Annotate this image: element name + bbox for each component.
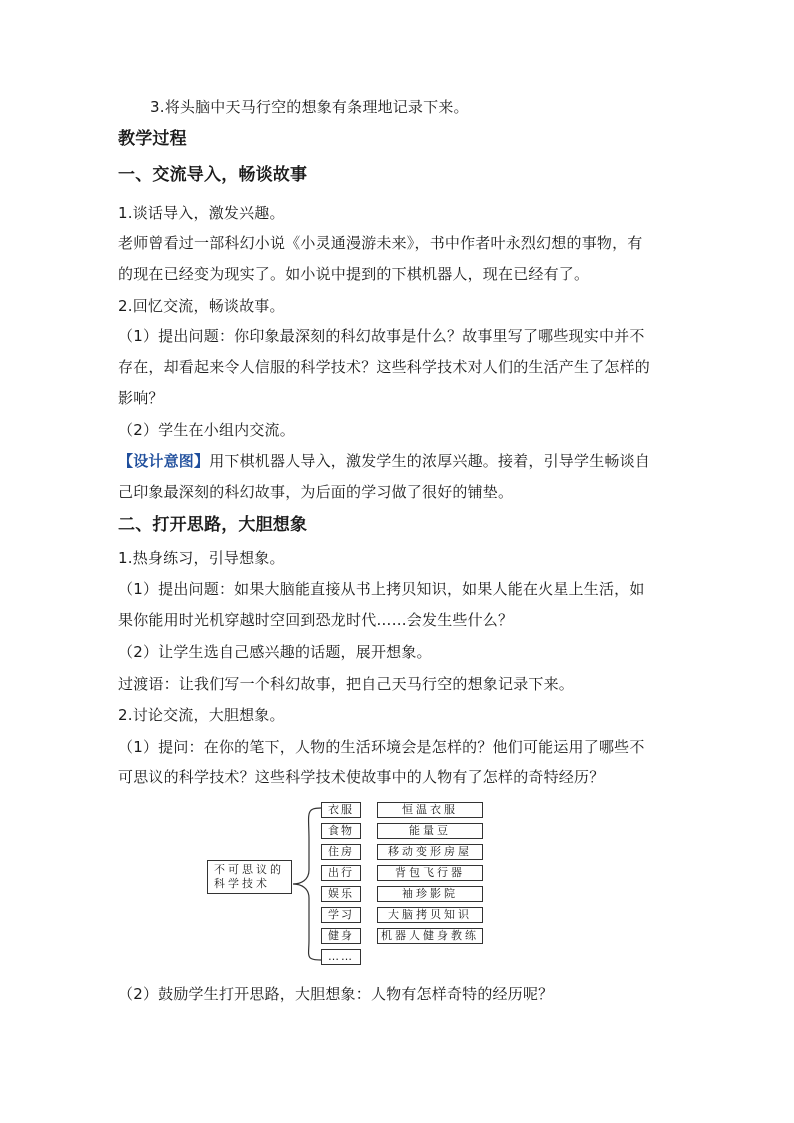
paragraph-line: （1）提出问题：你印象最深刻的科幻故事是什么？故事里写了哪些现实中并不 [118, 327, 645, 345]
tech-node: 背包飞行器 [377, 865, 483, 881]
paragraph-line: 存在，却看起来令人信服的科学技术？这些科学技术对人们的生活产生了怎样的 [118, 358, 651, 376]
paragraph-line: （1）提出问题：如果大脑能直接从书上拷贝知识，如果人能在火星上生活，如 [118, 580, 645, 598]
section-2-step-1: 1.热身练习，引导想象。 [118, 549, 285, 567]
design-intent-text: 用下棋机器人导入，激发学生的浓厚兴趣。接着，引导学生畅谈自 [209, 452, 651, 470]
paragraph-line: （2）鼓励学生打开思路，大胆想象：人物有怎样奇特的经历呢？ [118, 985, 554, 1003]
heading-teaching-process: 教学过程 [118, 129, 187, 149]
paragraph-line: 过渡语：让我们写一个科幻故事，把自己天马行空的想象记录下来。 [118, 675, 575, 693]
tech-node: 恒温衣服 [377, 802, 483, 818]
tech-node: 大脑拷贝知识 [377, 907, 483, 923]
paragraph-line: 果你能用时光机穿越时空回到恐龙时代……会发生些什么？ [118, 611, 514, 629]
tech-node: 移动变形房屋 [377, 844, 483, 860]
category-node: 住房 [321, 844, 361, 860]
root-node [207, 860, 292, 894]
paragraph-line: （2）让学生选自己感兴趣的话题，展开想象。 [118, 643, 432, 661]
category-node: 学习 [321, 907, 361, 923]
tech-node: 能量豆 [377, 823, 483, 839]
section-2-step-2: 2.讨论交流，大胆想象。 [118, 706, 285, 724]
paragraph-line: 影响？ [118, 389, 164, 407]
root-node-line: 不可思议的 [214, 863, 284, 876]
paragraph-line: 老师曾看过一部科幻小说《小灵通漫游未来》，书中作者叶永烈幻想的事物，有 [118, 234, 643, 252]
category-node: 出行 [321, 865, 361, 881]
section-1-step-1: 1.谈话导入，激发兴趣。 [118, 204, 285, 222]
category-node: 娱乐 [321, 886, 361, 902]
paragraph-line: （1）提问：在你的笔下，人物的生活环境会是怎样的？他们可能运用了哪些不 [118, 738, 645, 756]
brace-connector [291, 800, 323, 968]
paragraph-line: 己印象最深刻的科幻故事，为后面的学习做了很好的铺垫。 [118, 483, 514, 501]
section-2-title: 二、打开思路，大胆想象 [118, 515, 308, 535]
tech-mind-map [207, 800, 497, 968]
category-node: 食物 [321, 823, 361, 839]
root-node-line: 科学技术 [214, 877, 270, 890]
section-1-title: 一、交流导入，畅谈故事 [118, 165, 308, 185]
tech-node: 机器人健身教练 [377, 928, 483, 944]
category-node: 健身 [321, 928, 361, 944]
tech-node: 袖珍影院 [377, 886, 483, 902]
category-node: 衣服 [321, 802, 361, 818]
objective-item: 3.将头脑中天马行空的想象有条理地记录下来。 [150, 98, 469, 116]
paragraph-line: 可思议的科学技术？这些科学技术使故事中的人物有了怎样的奇特经历？ [118, 768, 605, 786]
paragraph-line: （2）学生在小组内交流。 [118, 421, 295, 439]
paragraph-line: 的现在已经变为现实了。如小说中提到的下棋机器人，现在已经有了。 [118, 265, 590, 283]
design-intent-line [118, 451, 650, 471]
category-node: …… [321, 949, 361, 965]
section-1-step-2: 2.回忆交流，畅谈故事。 [118, 297, 285, 315]
design-intent-tag: 【设计意图】 [118, 452, 210, 470]
